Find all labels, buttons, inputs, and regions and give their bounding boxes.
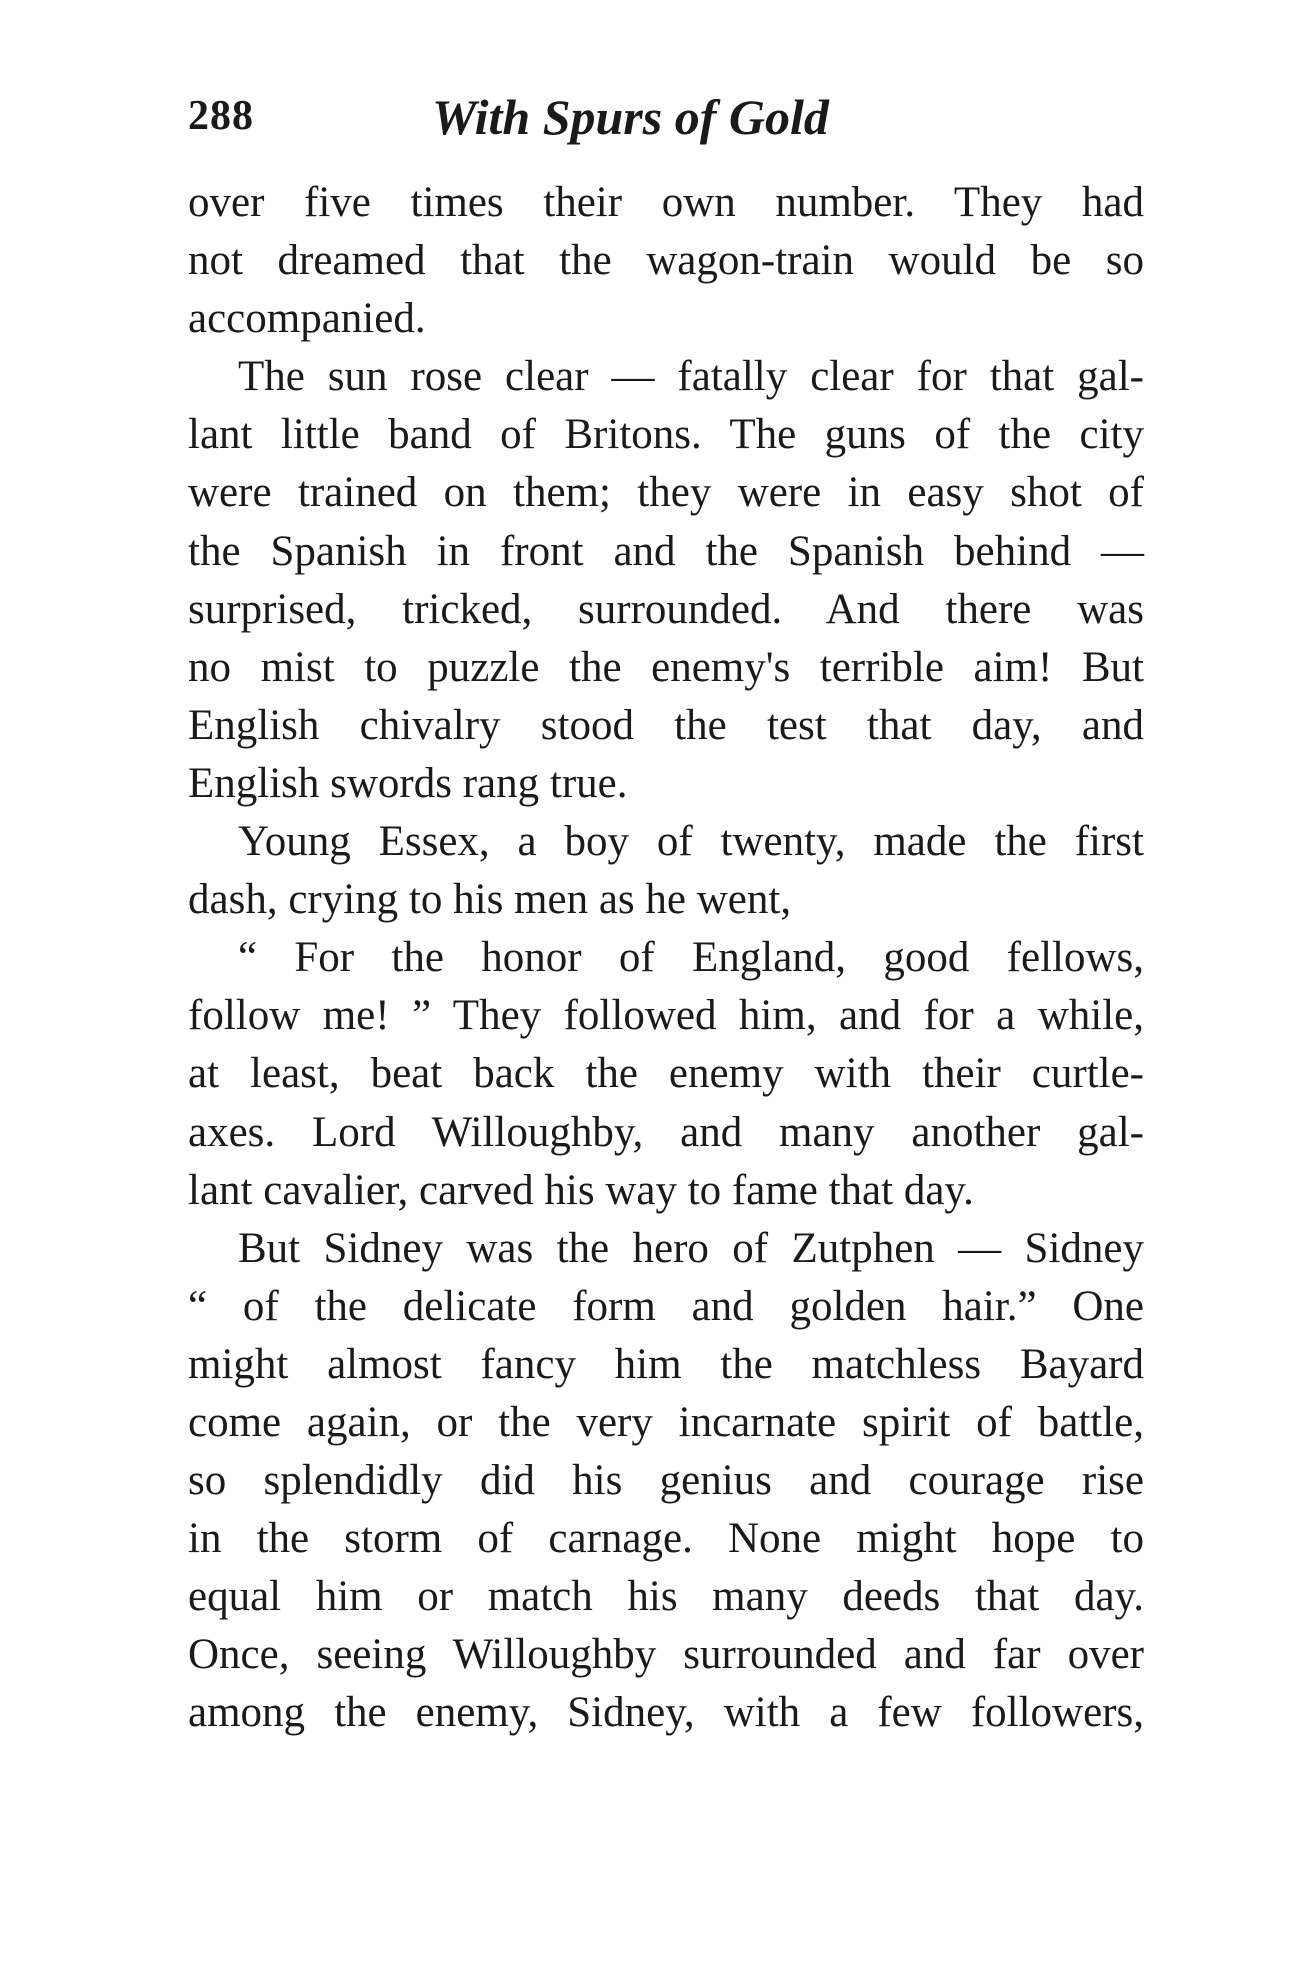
page-number: 288 — [188, 93, 254, 139]
text-line: not dreamed that the wagon-train would be so — [188, 237, 1144, 285]
text-line: But Sidney was the hero of Zutphen — Sidney — [238, 1224, 1144, 1272]
text-line: equal him or match his many deeds that day. — [188, 1573, 1144, 1621]
text-line: surprised, tricked, surrounded. And there was — [188, 585, 1144, 633]
text-line: might almost fancy him the matchless Bayard — [188, 1340, 1144, 1388]
text-line: dash, crying to his men as he went, — [188, 876, 792, 924]
text-line: accompanied. — [188, 295, 426, 343]
text-line: no mist to puzzle the enemy's terrible aim! But — [188, 643, 1144, 691]
text-line: at least, beat back the enemy with their curtle- — [188, 1050, 1144, 1098]
text-line: the Spanish in front and the Spanish behind — — [188, 527, 1144, 575]
text-line: were trained on them; they were in easy shot of — [188, 469, 1144, 517]
text-line: “ of the delicate form and golden hair.” One — [188, 1282, 1144, 1330]
text-line: “ For the honor of England, good fellows, — [238, 934, 1144, 982]
running-title: With Spurs of Gold — [432, 89, 829, 145]
text-line: so splendidly did his genius and courage rise — [188, 1457, 1144, 1505]
text-line: English swords rang true. — [188, 759, 628, 807]
text-line: over five times their own number. They had — [188, 179, 1144, 226]
text-line: lant little band of Britons. The guns of the city — [188, 411, 1144, 459]
text-line: in the storm of carnage. None might hope to — [188, 1515, 1144, 1563]
text-line: among the enemy, Sidney, with a few followers, — [188, 1689, 1144, 1737]
text-line: lant cavalier, carved his way to fame that day. — [188, 1166, 974, 1214]
body-text — [188, 174, 1144, 1743]
text-line: axes. Lord Willoughby, and many another gal- — [188, 1108, 1144, 1156]
text-line: Young Essex, a boy of twenty, made the first — [238, 818, 1144, 866]
text-line: English chivalry stood the test that day, and — [188, 701, 1144, 749]
text-line: The sun rose clear — fatally clear for that gal- — [238, 353, 1144, 401]
text-line: come again, or the very incarnate spirit of battle, — [188, 1398, 1144, 1446]
page-header — [188, 88, 1148, 158]
text-line: Once, seeing Willoughby surrounded and far over — [188, 1631, 1144, 1679]
text-line: follow me! ” They followed him, and for a while, — [188, 992, 1144, 1040]
